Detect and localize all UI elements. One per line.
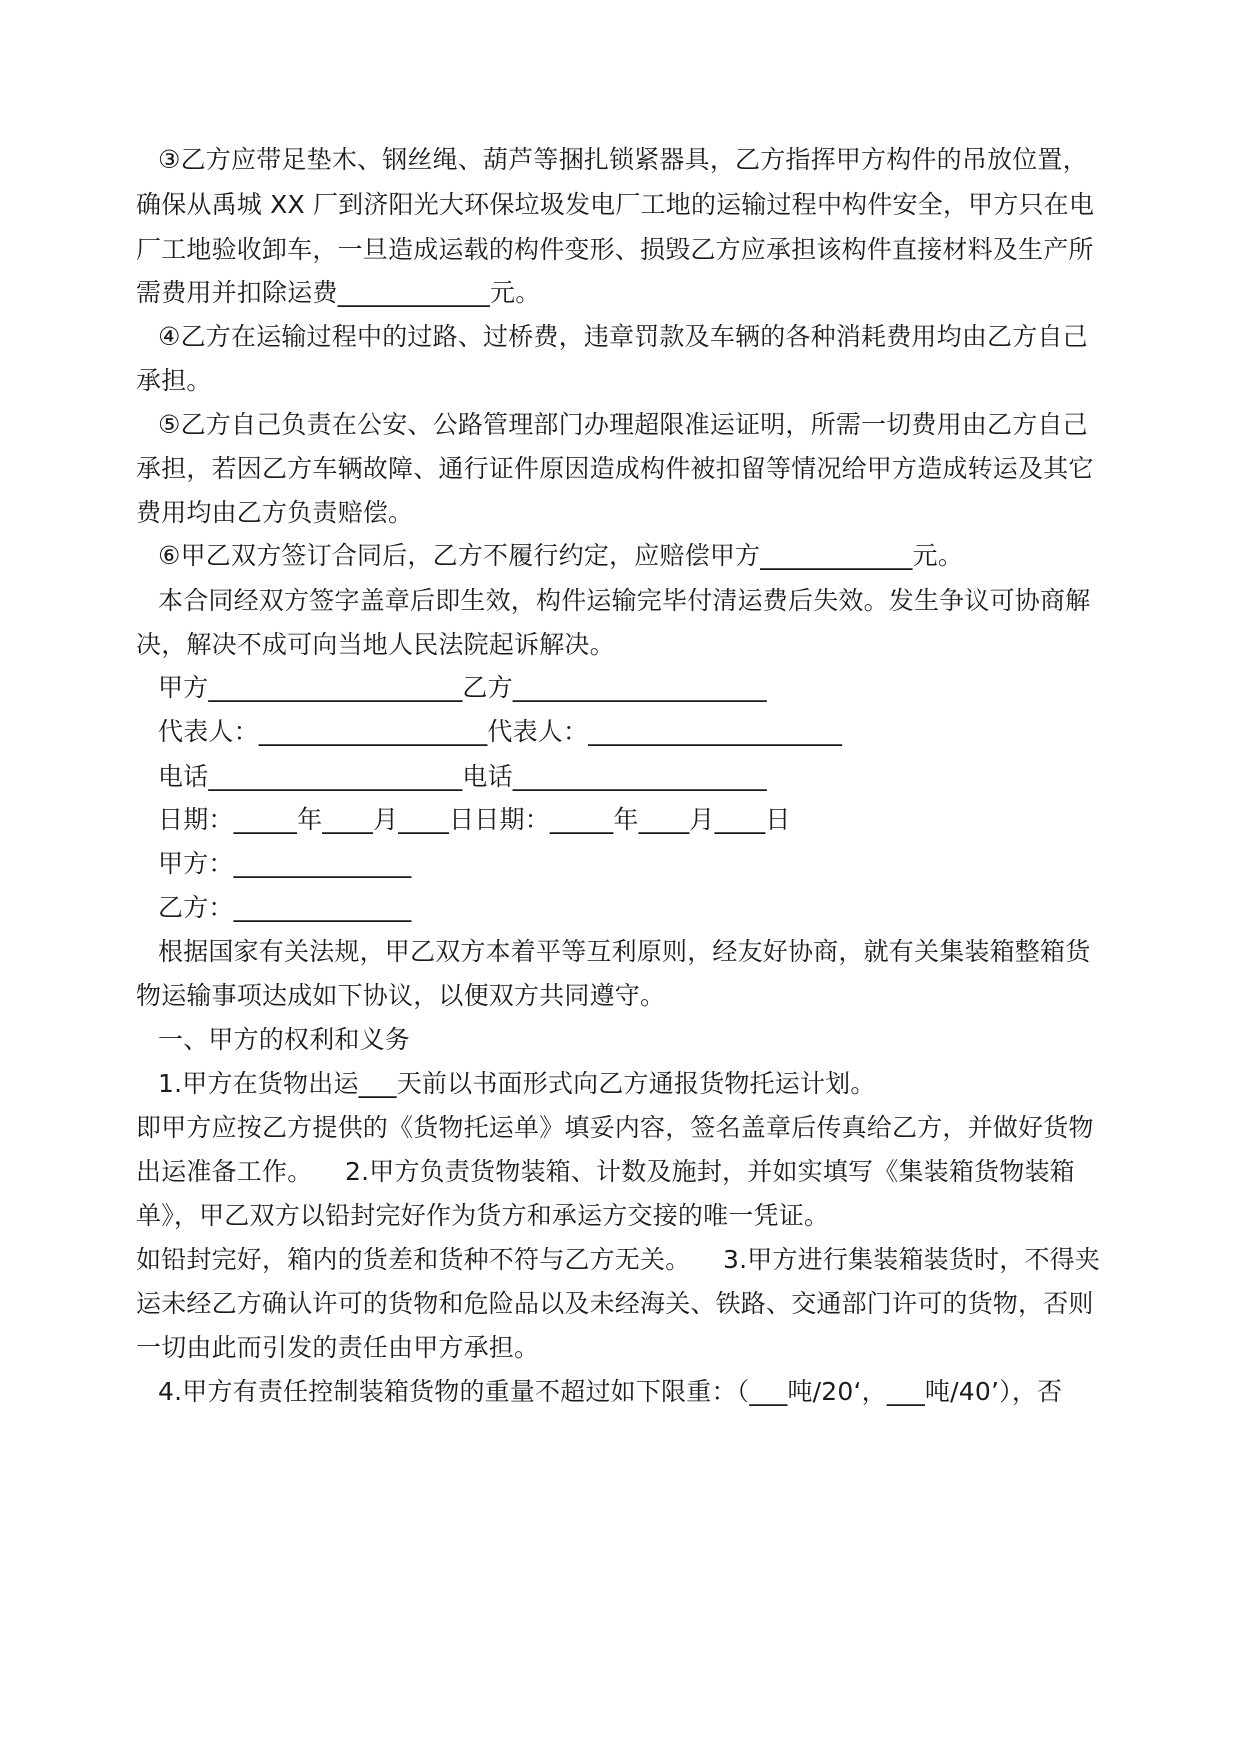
text-line: 本合同经双方签字盖章后即生效，构件运输完毕付清运费后失效。发生争议可协商解 (158, 586, 1091, 615)
text-line: 即甲方应按乙方提供的《货物托运单》填妥内容，签名盖章后传真给乙方，并做好货物 (136, 1113, 1094, 1142)
signature-line-party-b: 乙方：______________ (158, 893, 412, 922)
text-line: 根据国家有关法规，甲乙双方本着平等互利原则，经友好协商，就有关集装箱整箱货 (158, 937, 1091, 966)
text-line: 承担，若因乙方车辆故障、通行证件原因造成构件被扣留等情况给甲方造成转运及其它 (136, 454, 1094, 483)
text-line: 一切由此而引发的责任由甲方承担。 (136, 1333, 540, 1362)
text-line: 承担。 (136, 366, 212, 395)
text-line: 需费用并扣除运费____________元。 (136, 278, 541, 307)
text-line: 如铅封完好，箱内的货差和货种不符与乙方无关。 3.甲方进行集装箱装货时，不得夹 (136, 1245, 1101, 1274)
text-line: 费用均由乙方负责赔偿。 (136, 498, 414, 527)
text-line: 1.甲方在货物出运___天前以书面形式向乙方通报货物托运计划。 (158, 1069, 876, 1098)
text-line: ④乙方在运输过程中的过路、过桥费，违章罚款及车辆的各种消耗费用均由乙方自己 (158, 322, 1088, 351)
signature-line-representative: 代表人：__________________代表人：____________________ (158, 717, 843, 746)
text-line: ⑤乙方自己负责在公安、公路管理部门办理超限准运证明，所需一切费用由乙方自己 (158, 410, 1088, 439)
text-line: 决，解决不成可向当地人民法院起诉解决。 (136, 630, 615, 659)
text-line: 4.甲方有责任控制装箱货物的重量不超过如下限重：（___吨/20‘，___吨/40’），否 (158, 1377, 1063, 1406)
section-heading: 一、甲方的权利和义务 (158, 1025, 411, 1054)
text-line: 厂工地验收卸车，一旦造成运载的构件变形、损毁乙方应承担该构件直接材料及生产所 (136, 235, 1094, 264)
text-line: 出运准备工作。 2.甲方负责货物装箱、计数及施封，并如实填写《集装箱货物装箱 (136, 1157, 1075, 1186)
signature-line-date: 日期：_____年____月____日日期：_____年____月____日 (158, 805, 791, 834)
text-line: ③乙方应带足垫木、钢丝绳、葫芦等捆扎锁紧器具，乙方指挥甲方构件的吊放位置， (158, 145, 1088, 174)
signature-line-phone: 电话____________________电话____________________ (158, 762, 767, 791)
text-line: 物运输事项达成如下协议，以便双方共同遵守。 (136, 981, 666, 1010)
text-line: 单》，甲乙双方以铅封完好作为货方和承运方交接的唯一凭证。 (136, 1201, 830, 1230)
signature-line-party: 甲方____________________乙方____________________ (158, 673, 767, 702)
text-line: 运未经乙方确认许可的货物和危险品以及未经海关、铁路、交通部门许可的货物，否则 (136, 1289, 1094, 1318)
text-line: 确保从禹城 XX 厂到济阳光大环保垃圾发电厂工地的运输过程中构件安全，甲方只在电 (136, 190, 1095, 219)
text-line: ⑥甲乙双方签订合同后，乙方不履行约定，应赔偿甲方____________元。 (158, 541, 964, 570)
signature-line-party-a: 甲方：______________ (158, 849, 412, 878)
